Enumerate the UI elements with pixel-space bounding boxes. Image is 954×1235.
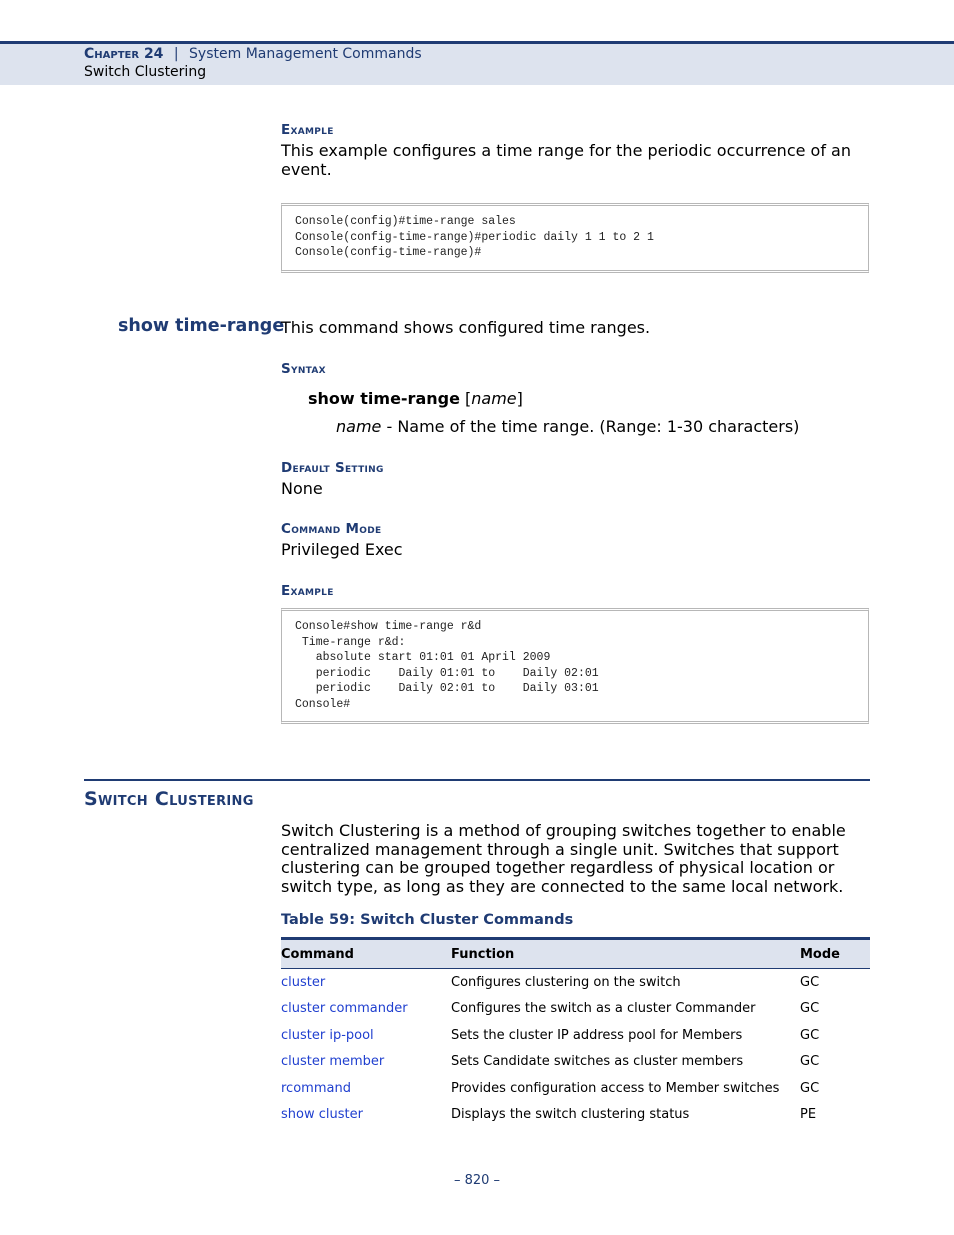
column-header-function: Function: [451, 939, 800, 969]
example-heading-1: Example: [281, 122, 334, 138]
command-link-rcommand[interactable]: rcommand: [281, 1080, 351, 1096]
default-setting-heading: Default Setting: [281, 460, 384, 476]
table-row: [281, 1102, 870, 1129]
section-intro: Switch Clustering is a method of grouping switches together to enable centralized management through a single unit. Switches that support clustering can be grouped together regardless of physical location or switch type, as long as they are connected to the same local network.: [281, 821, 846, 896]
command-link-cluster-ip-pool[interactable]: cluster ip-pool: [281, 1027, 374, 1043]
table-cell-mode: GC: [800, 1054, 820, 1070]
command-link-cluster[interactable]: cluster: [281, 974, 326, 990]
table-cell-function: Sets Candidate switches as cluster members: [451, 1054, 744, 1070]
code-block-1: [281, 203, 869, 273]
syntax-line: [308, 390, 868, 409]
default-setting-value: None: [281, 479, 323, 498]
page-number: – 820 –: [453, 1173, 501, 1188]
code-text-1: Console(config)#time-range sales Console(config-time-range)#periodic daily 1 1 to 2 1 Console(config-time-range)#: [295, 215, 654, 260]
command-link-cluster-member[interactable]: cluster member: [281, 1054, 385, 1070]
table-cell-function: Sets the cluster IP address pool for Members: [451, 1027, 743, 1043]
table-caption: Table 59: Switch Cluster Commands: [281, 912, 574, 928]
code-text-2: Console#show time-range r&d Time-range r&d: absolute start 01:01 01 April 2009 periodic Daily 01:01 to Daily 02:01 periodic Daily 02:01 to Daily 03:01 Console#: [295, 620, 599, 711]
syntax-open: [: [459, 389, 472, 408]
table-cell-function: Displays the switch clustering status: [451, 1107, 690, 1123]
table-cell-mode: PE: [800, 1107, 817, 1123]
syntax-close: ]: [516, 389, 523, 408]
chapter-label: Chapter 24: [84, 46, 164, 62]
table-row: [281, 996, 870, 1023]
header-separator: |: [173, 46, 179, 62]
syntax-heading: Syntax: [281, 361, 326, 377]
example-text-1: This example configures a time range for the periodic occurrence of an event.: [281, 141, 851, 179]
param-description: - Name of the time range. (Range: 1-30 characters): [381, 417, 800, 436]
section-title: Switch Clustering: [84, 788, 254, 810]
command-mode-heading: Command Mode: [281, 521, 382, 537]
table-cell-function: Provides configuration access to Member switches: [451, 1080, 780, 1096]
table-cell-function: Configures the switch as a cluster Commander: [451, 1001, 756, 1017]
code-block-2: [281, 608, 869, 724]
command-title: show time-range: [118, 316, 285, 336]
table-cell-mode: GC: [800, 974, 820, 990]
param-line: [336, 418, 870, 437]
cluster-commands-table: [281, 937, 870, 1128]
table-cell-mode: GC: [800, 1080, 820, 1096]
example-heading-2: Example: [281, 583, 334, 599]
chapter-heading: [84, 46, 422, 62]
table-cell-function: Configures clustering on the switch: [451, 974, 681, 990]
table-row: [281, 969, 870, 996]
header-subtitle: Switch Clustering: [84, 64, 207, 80]
table-cell-mode: GC: [800, 1027, 820, 1043]
syntax-command: show time-range: [308, 389, 460, 408]
table-row: [281, 1049, 870, 1076]
table-cell-mode: GC: [800, 1001, 820, 1017]
table-row: [281, 1075, 870, 1102]
param-name: name: [336, 417, 382, 436]
chapter-title: System Management Commands: [189, 46, 422, 62]
command-mode-value: Privileged Exec: [281, 540, 403, 559]
table-header-row: [281, 939, 870, 969]
command-link-cluster-commander[interactable]: cluster commander: [281, 1001, 408, 1017]
column-header-command: Command: [281, 939, 451, 969]
syntax-param: name: [471, 389, 517, 408]
command-description: This command shows configured time ranges.: [281, 318, 651, 337]
command-link-show-cluster[interactable]: show cluster: [281, 1107, 363, 1123]
column-header-mode: Mode: [800, 939, 870, 969]
section-rule: [84, 779, 870, 781]
table-row: [281, 1022, 870, 1049]
